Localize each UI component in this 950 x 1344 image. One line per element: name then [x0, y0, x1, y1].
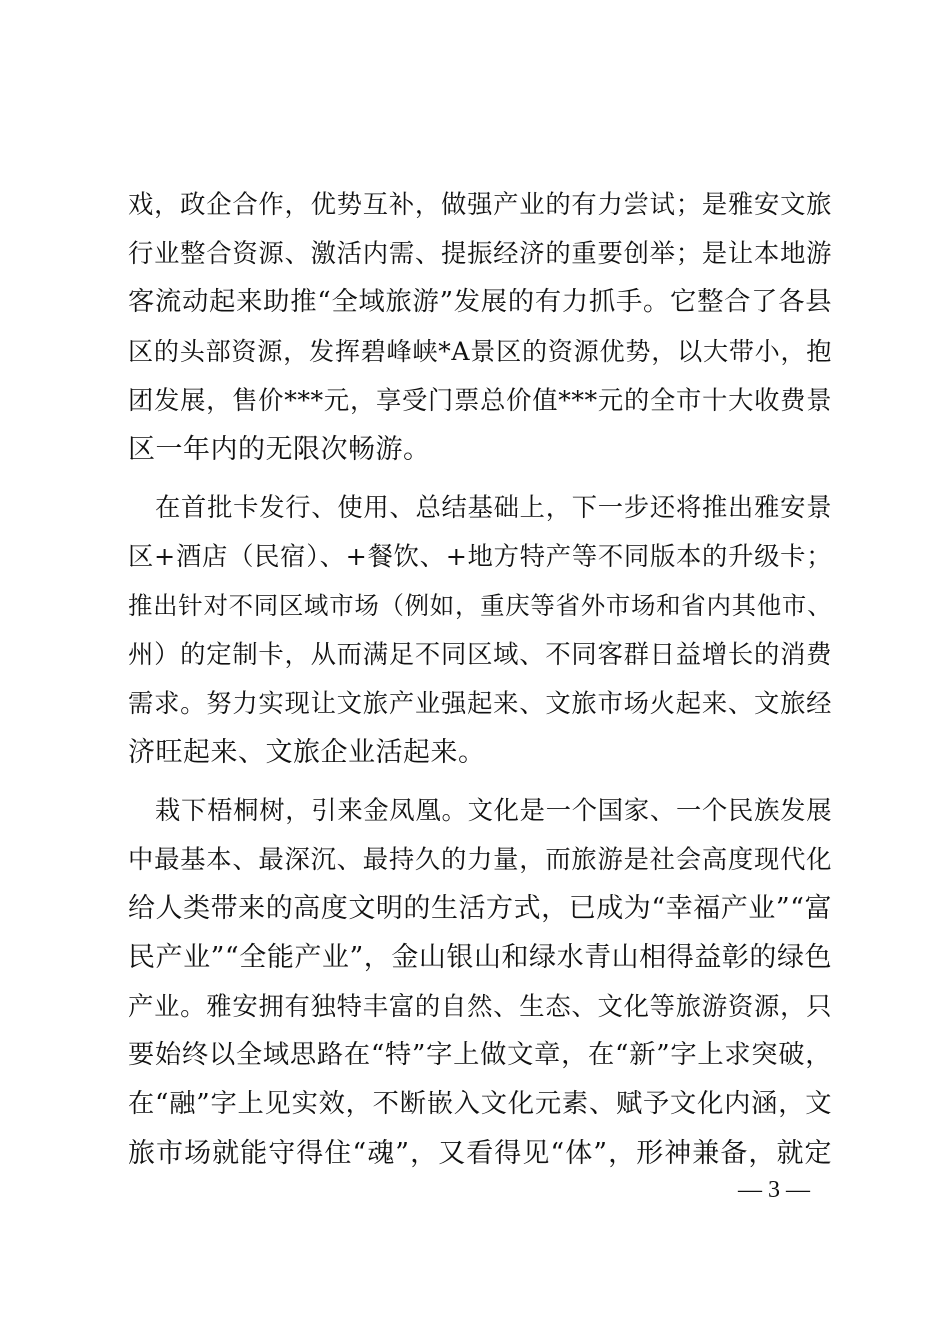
text-line: 州）的定制卡，从而满足不同区域、不同客群日益增长的消费 — [128, 639, 832, 669]
text-line: 在“融”字上见实效，不断嵌入文化元素、赋予文化内涵，文 — [128, 1089, 832, 1119]
text-line: 栽下梧桐树，引来金凤凰。文化是一个国家、一个民族发展 — [155, 796, 832, 825]
text-line: 区一年内的无限次畅游。 — [128, 434, 431, 465]
text-line: 客流动起来助推“全域旅游”发展的有力抓手。它整合了各县 — [128, 287, 832, 317]
text-line: 团发展，售价***元，享受门票总价值***元的全市十大收费景 — [128, 386, 832, 415]
text-line: 要始终以全域思路在“特”字上做文章，在“新”字上求突破， — [128, 1040, 832, 1070]
text-line: 区的头部资源，发挥碧峰峡*A景区的资源优势，以大带小，抱 — [128, 337, 832, 366]
page-number: — 3 — — [738, 1177, 810, 1203]
text-line: 旅市场就能守得住“魂”，又看得见“体”，形神兼备，就定 — [128, 1138, 832, 1169]
text-line: 民产业”“全能产业”，金山银山和绿水青山相得益彰的绿色 — [128, 942, 832, 973]
text-line: 区+酒店（民宿）、+餐饮、+地方特产等不同版本的升级卡； — [128, 542, 832, 571]
text-line: 在首批卡发行、使用、总结基础上，下一步还将推出雅安景 — [155, 493, 832, 522]
text-line: 给人类带来的高度文明的生活方式，已成为“幸福产业”“富 — [128, 893, 832, 924]
text-line: 需求。努力实现让文旅产业强起来、文旅市场火起来、文旅经 — [128, 688, 832, 718]
text-line: 推出针对不同区域市场（例如，重庆等省外市场和省内其他市、 — [128, 591, 832, 620]
paragraph-2 — [128, 483, 832, 777]
paragraph-1 — [128, 180, 832, 474]
text-line: 济旺起来、文旅企业活起来。 — [128, 737, 486, 768]
text-line: 中最基本、最深沉、最持久的力量，而旅游是社会高度现代化 — [128, 844, 832, 874]
text-line: 产业。雅安拥有独特丰富的自然、生态、文化等旅游资源，只 — [128, 991, 832, 1021]
text-line: 戏，政企合作，优势互补，做强产业的有力尝试；是雅安文旅 — [128, 189, 832, 219]
paragraph-3 — [128, 786, 832, 1178]
text-line: 行业整合资源、激活内需、提振经济的重要创举；是让本地游 — [128, 238, 832, 268]
